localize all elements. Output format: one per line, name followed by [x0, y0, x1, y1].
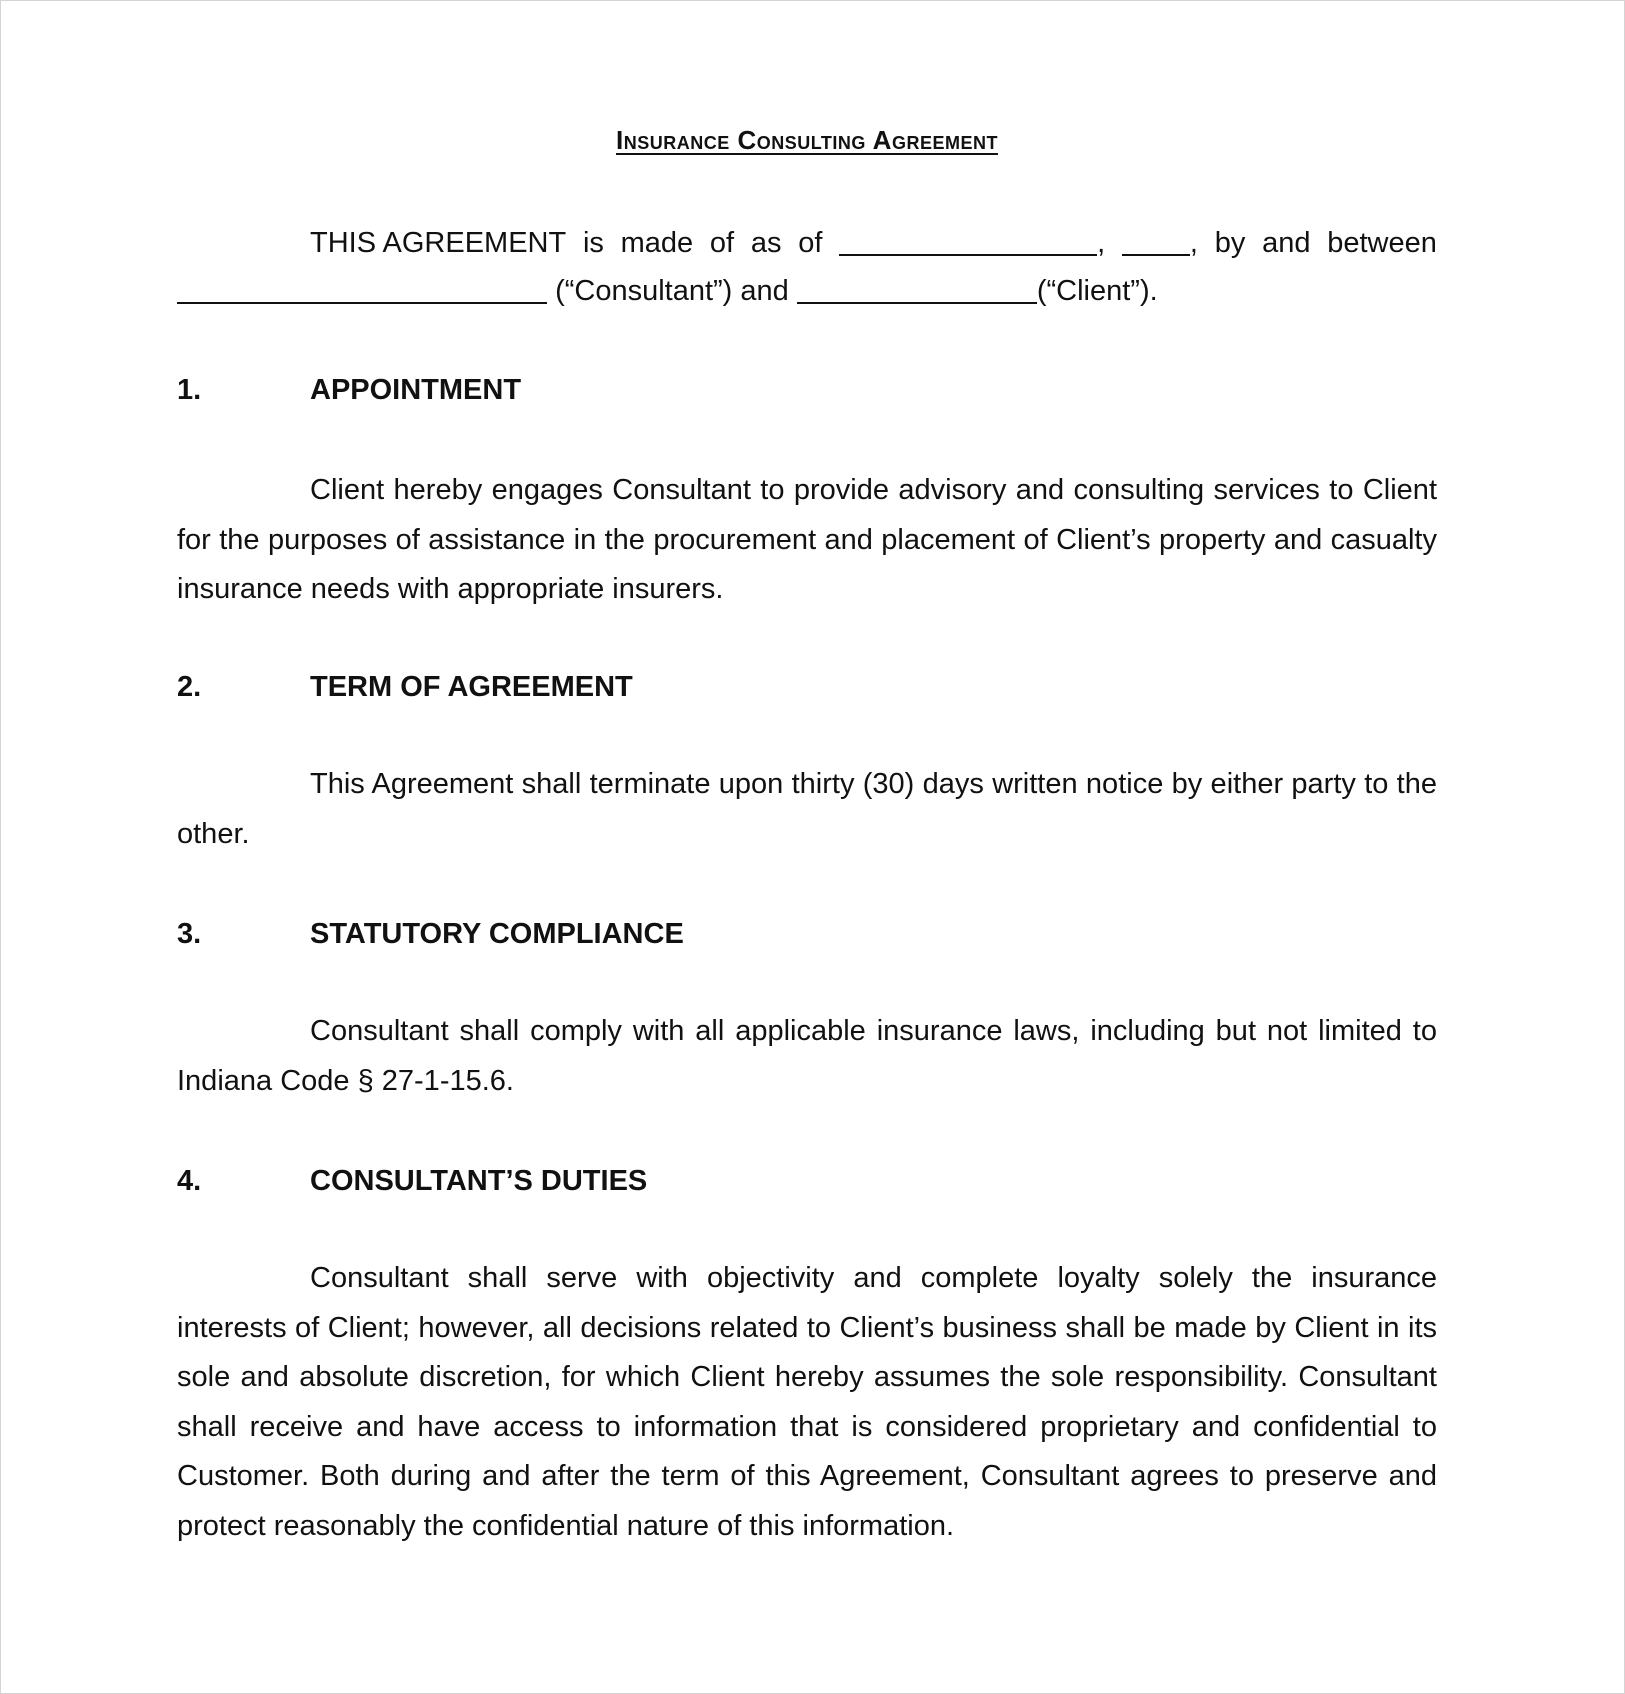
- section-heading: [177, 370, 1437, 410]
- section-heading: [177, 667, 1437, 707]
- intro-line-2: [177, 267, 1437, 317]
- year-blank-group: [1122, 219, 1198, 269]
- client-name-blank[interactable]: [797, 272, 1037, 304]
- document-title: Insurance Consulting Agreement: [616, 125, 998, 155]
- intro-word: made: [620, 227, 694, 259]
- section-title: APPOINTMENT: [310, 374, 522, 406]
- intro-comma: ,: [1097, 227, 1106, 259]
- year-blank[interactable]: [1122, 224, 1190, 256]
- section-body: Consultant shall comply with all applicable insurance laws, including but not limited to Indiana Code § 27-1-15.6.: [177, 1015, 1437, 1097]
- intro-word: of: [709, 227, 735, 259]
- consultant-name-blank[interactable]: [177, 272, 547, 304]
- section-number: 3.: [177, 918, 202, 950]
- section-number: 2.: [177, 671, 202, 703]
- section-title: TERM OF AGREEMENT: [310, 671, 633, 703]
- section-title: CONSULTANT’S DUTIES: [310, 1165, 648, 1197]
- section-body: This Agreement shall terminate upon thirty (30) days written notice by either party to the other.: [177, 768, 1437, 850]
- section-number: 4.: [177, 1165, 202, 1197]
- intro-word: is: [582, 227, 604, 259]
- consultant-label: (“Consultant”) and: [555, 275, 789, 307]
- section-number: 1.: [177, 374, 202, 406]
- section-heading: [177, 914, 1437, 954]
- section-title: STATUTORY COMPLIANCE: [310, 918, 684, 950]
- date-blank[interactable]: [839, 224, 1097, 256]
- intro-comma: ,: [1189, 227, 1198, 259]
- intro-word: between: [1327, 227, 1437, 259]
- intro-line-1: [310, 219, 1437, 269]
- client-label: (“Client”).: [1036, 275, 1158, 307]
- section-body: Client hereby engages Consultant to provide advisory and consulting services to Client for the purposes of assistance in the procurement and placement of Client’s property and casualty insurance needs with appropriate insurers.: [177, 474, 1437, 605]
- section-heading: [177, 1161, 1437, 1201]
- section-body: Consultant shall serve with objectivity and complete loyalty solely the insurance interests of Client; however, all decisions related to Client’s business shall be made by Client in its sole and absolute discretion, for which Client hereby assumes the sole responsibility. Consultant shall receive and have access to information that is considered proprietary and confidential to Customer. Both during and after the term of this Agreement, Consultant agrees to preserve and protect reasonably the confidential nature of this information.: [177, 1262, 1437, 1542]
- intro-word: as: [750, 227, 782, 259]
- intro-word: THIS AGREEMENT: [310, 227, 567, 259]
- date-blank-group: [839, 219, 1105, 269]
- intro-word: of: [798, 227, 823, 259]
- intro-word: and: [1262, 227, 1311, 259]
- intro-word: by: [1214, 227, 1246, 259]
